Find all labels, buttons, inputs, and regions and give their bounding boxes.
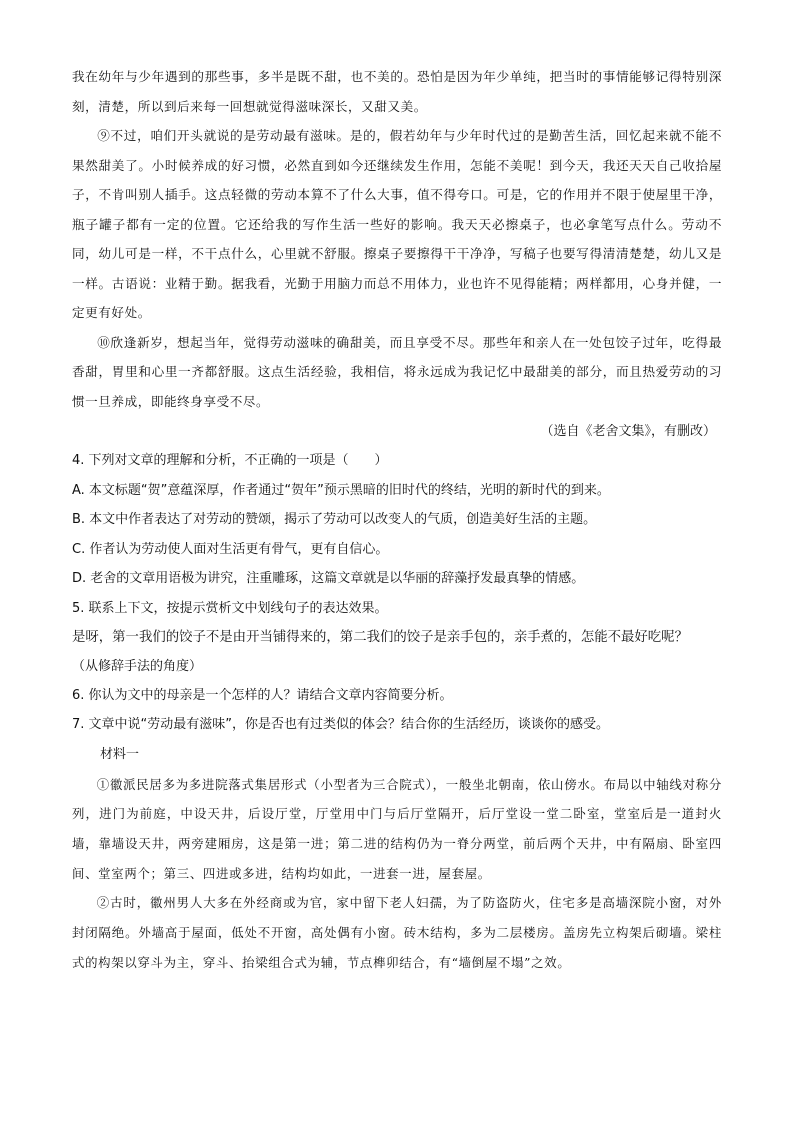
passage-source: （选自《老舍文集》，有删改） xyxy=(540,424,716,439)
question-5-hint: （从修辞手法的角度） xyxy=(72,658,203,674)
question-4-option-d: D. 老舍的文章用语极为讲究，注重雕琢，这篇文章就是以华丽的辞藻抒发最真挚的情感。 xyxy=(72,571,585,586)
question-4-option-c: C. 作者认为劳动使人面对生活更有骨气，更有自信心。 xyxy=(72,541,389,557)
material-paragraph-2: ②古时，徽州男人大多在外经商或为官，家中留下老人妇孺，为了防盗防火，住宅多是高墙深院小窗，对外封闭隔绝。外墙高于屋面，低处不开窗，高处偶有小窗。砖木结构，多为二层楼房。盖房先立构架后砌墙。梁柱式的构架以穿斗为主，穿斗、抬梁组合式为辅，节点榫卯结合，有“墙倒屋不塌”之效。 xyxy=(72,895,722,970)
passage-paragraph-continued: 我在幼年与少年遇到的那些事，多半是既不甜，也不美的。恐怕是因为年少单纯，把当时的事情能够记得特别深刻，清楚，所以到后来每一回想就觉得滋味深长，又甜又美。 xyxy=(72,69,722,114)
passage-paragraph-9: ⑨不过，咱们开头就说的是劳动最有滋味。是的，假若幼年与少年时代过的是勤苦生活，回忆起来就不能不果然甜美了。小时候养成的好习惯，必然直到如今还继续发生作用，怎能不美呢！到今天，我还天天自己收拾屋子，不肯叫别人插手。这点轻微的劳动本算不了什么大事，值不得夸口。可是，它的作用并不限于使屋里干净，瓶子罐子都有一定的位置。它还给我的写作生活一些好的影响。我天天必擦桌子，也必拿笔写点什么。劳动不同，幼儿可是一样，不干点什么，心里就不舒服。擦桌子要擦得干干净净，写稿子也要写得清清楚楚，幼儿又是一样。古语说：业精于勤。据我看，光勤于用脑力而总不用体力，业也许不见得能精；两样都用，心身并健，一定更有好处。 xyxy=(72,128,722,320)
passage-body xyxy=(72,62,722,416)
material-paragraph-1: ①徽派民居多为多进院落式集居形式（小型者为三合院式），一般坐北朝南，依山傍水。布局以中轴线对称分列，进门为前庭，中设天井，后设厅堂，厅堂用中门与后厅堂隔开，后厅堂设一堂二卧室，堂室后是一道封火墙，靠墙设天井，两旁建厢房，这是第一进；第二进的结构仍为一脊分两堂，前后两个天井，中有隔扇、卧室四间、堂室两个；第三、四进或多进，结构均如此，一进套一进，屋套屋。 xyxy=(72,776,722,881)
question-4-option-b: B. 本文中作者表达了对劳动的赞颂，揭示了劳动可以改变人的气质，创造美好生活的主题。 xyxy=(72,512,597,527)
material-body xyxy=(72,770,722,978)
question-5: 5. 联系上下文，按提示赏析文中划线句子的表达效果。 xyxy=(72,600,388,616)
passage-paragraph-10: ⑩欣逢新岁，想起当年，觉得劳动滋味的确甜美，而且享受不尽。那些年和亲人在一处包饺子过年，吃得最香甜，胃里和心里一齐都舒服。这点生活经验，我相信，将永远成为我记忆中最甜美的部分，而且热爱劳动的习惯一旦养成，即能终身享受不尽。 xyxy=(72,334,722,409)
questions-section xyxy=(72,446,722,740)
question-4: 4. 下列对文章的理解和分析，不正确的一项是（ ） xyxy=(72,453,388,468)
question-7: 7. 文章中说“劳动最有滋味”，你是否也有过类似的体会？结合你的生活经历，谈谈你的感受。 xyxy=(72,717,610,732)
question-6: 6. 你认为文中的母亲是一个怎样的人？请结合文章内容简要分析。 xyxy=(72,687,453,703)
material-title: 材料一 xyxy=(100,746,140,762)
question-4-option-a: A. 本文标题“贺”意蕴深厚，作者通过“贺年”预示黑暗的旧时代的终结，光明的新时代的到来。 xyxy=(72,482,610,498)
question-5-quoted-sentence: 是呀，第一我们的饺子不是由开当铺得来的，第二我们的饺子是亲手包的，亲手煮的，怎能不最好吃呢？ xyxy=(72,630,688,645)
